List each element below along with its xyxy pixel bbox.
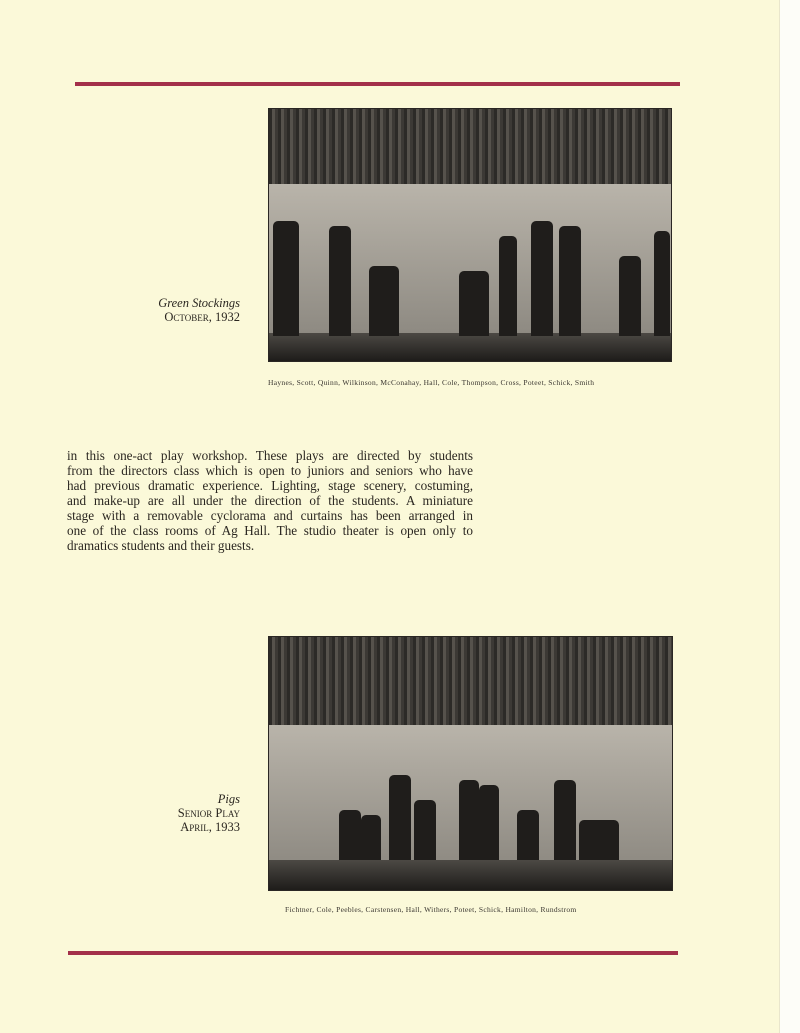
bottom-rule [68, 951, 678, 955]
page-edge [779, 0, 800, 1033]
text-line: and make-up are all under the direction of the students. A miniature [67, 493, 473, 508]
play-title: Pigs [217, 792, 240, 806]
text-line: stage with a removable cyclorama and curtains has been arranged in [67, 508, 473, 523]
text-line: from the directors class which is open to juniors and seniors who have [67, 463, 473, 478]
play-title: Green Stockings [158, 296, 240, 310]
play-date: October, 1932 [164, 310, 240, 324]
caption-green-stockings [100, 296, 240, 324]
photo-pigs [268, 636, 673, 891]
text-line: had previous dramatic experience. Lighting, stage scenery, costuming, [67, 478, 473, 493]
caption-pigs [100, 792, 240, 834]
text-line: dramatics students and their guests. [67, 538, 255, 553]
text-line: in this one-act play workshop. These plays are directed by students [67, 448, 473, 463]
cast-list: Haynes, Scott, Quinn, Wilkinson, McConahay, Hall, Cole, Thompson, Cross, Poteet, Schick, Smith [268, 378, 595, 387]
body-paragraph [67, 448, 473, 553]
cast-list: Fichtner, Cole, Peebles, Carstensen, Hall, Withers, Poteet, Schick, Hamilton, Rundstrom [285, 905, 577, 914]
play-subtitle: Senior Play [177, 806, 240, 820]
photo-green-stockings [268, 108, 672, 362]
top-rule [75, 82, 680, 86]
play-date: April, 1933 [180, 820, 240, 834]
text-line: one of the class rooms of Ag Hall. The studio theater is open only to [67, 523, 473, 538]
